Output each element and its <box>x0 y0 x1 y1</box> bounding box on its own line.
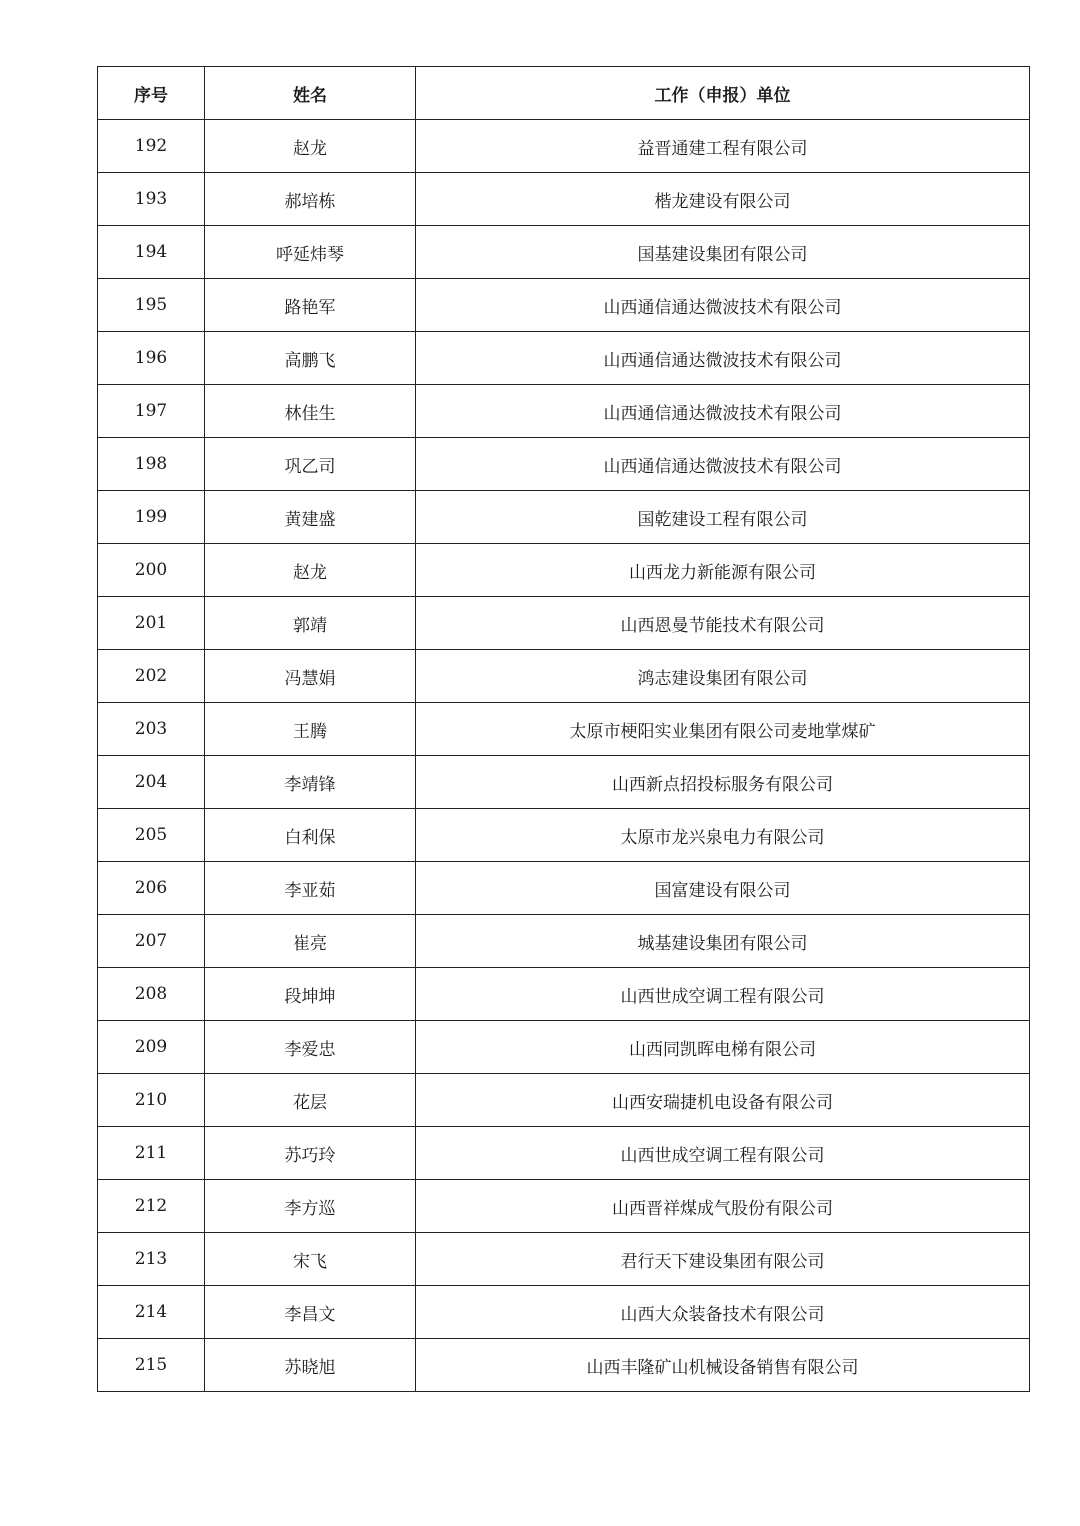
cell-name: 苏晓旭 <box>205 1339 416 1392</box>
cell-index: 197 <box>98 385 205 438</box>
cell-name: 郭靖 <box>205 597 416 650</box>
cell-unit: 太原市龙兴泉电力有限公司 <box>416 809 1030 862</box>
cell-name: 白利保 <box>205 809 416 862</box>
cell-unit: 益晋通建工程有限公司 <box>416 120 1030 173</box>
cell-name: 高鹏飞 <box>205 332 416 385</box>
cell-index: 204 <box>98 756 205 809</box>
cell-name: 呼延炜琴 <box>205 226 416 279</box>
cell-name: 黄建盛 <box>205 491 416 544</box>
cell-unit: 山西世成空调工程有限公司 <box>416 1127 1030 1180</box>
table-row <box>98 650 1030 703</box>
cell-index: 193 <box>98 173 205 226</box>
cell-unit: 太原市梗阳实业集团有限公司麦地掌煤矿 <box>416 703 1030 756</box>
cell-unit: 山西通信通达微波技术有限公司 <box>416 438 1030 491</box>
table-row <box>98 226 1030 279</box>
table-row <box>98 1286 1030 1339</box>
cell-name: 郝培栋 <box>205 173 416 226</box>
cell-unit: 鸿志建设集团有限公司 <box>416 650 1030 703</box>
cell-index: 212 <box>98 1180 205 1233</box>
table-row <box>98 597 1030 650</box>
cell-index: 215 <box>98 1339 205 1392</box>
cell-unit: 山西丰隆矿山机械设备销售有限公司 <box>416 1339 1030 1392</box>
table-row <box>98 385 1030 438</box>
table-row <box>98 279 1030 332</box>
cell-name: 李靖锋 <box>205 756 416 809</box>
cell-unit: 山西晋祥煤成气股份有限公司 <box>416 1180 1030 1233</box>
table-row <box>98 332 1030 385</box>
cell-index: 196 <box>98 332 205 385</box>
table-row <box>98 544 1030 597</box>
cell-name: 路艳军 <box>205 279 416 332</box>
cell-name: 崔亮 <box>205 915 416 968</box>
cell-name: 赵龙 <box>205 544 416 597</box>
cell-index: 192 <box>98 120 205 173</box>
table-row <box>98 1180 1030 1233</box>
cell-name: 冯慧娟 <box>205 650 416 703</box>
cell-unit: 山西通信通达微波技术有限公司 <box>416 332 1030 385</box>
cell-index: 202 <box>98 650 205 703</box>
cell-name: 赵龙 <box>205 120 416 173</box>
cell-index: 210 <box>98 1074 205 1127</box>
table-row <box>98 703 1030 756</box>
table-body <box>98 120 1030 1392</box>
cell-name: 李亚茹 <box>205 862 416 915</box>
cell-index: 206 <box>98 862 205 915</box>
cell-unit: 山西龙力新能源有限公司 <box>416 544 1030 597</box>
table-row <box>98 862 1030 915</box>
table-row <box>98 491 1030 544</box>
cell-index: 200 <box>98 544 205 597</box>
cell-unit: 山西安瑞捷机电设备有限公司 <box>416 1074 1030 1127</box>
cell-unit: 山西同凯晖电梯有限公司 <box>416 1021 1030 1074</box>
cell-index: 209 <box>98 1021 205 1074</box>
cell-name: 段坤坤 <box>205 968 416 1021</box>
cell-index: 198 <box>98 438 205 491</box>
cell-name: 李爱忠 <box>205 1021 416 1074</box>
cell-index: 208 <box>98 968 205 1021</box>
cell-index: 201 <box>98 597 205 650</box>
cell-unit: 君行天下建设集团有限公司 <box>416 1233 1030 1286</box>
cell-unit: 山西大众装备技术有限公司 <box>416 1286 1030 1339</box>
cell-unit: 楷龙建设有限公司 <box>416 173 1030 226</box>
cell-unit: 山西恩曼节能技术有限公司 <box>416 597 1030 650</box>
table-row <box>98 809 1030 862</box>
cell-name: 花层 <box>205 1074 416 1127</box>
cell-index: 203 <box>98 703 205 756</box>
header-row <box>98 67 1030 120</box>
table-row <box>98 1339 1030 1392</box>
table-row <box>98 968 1030 1021</box>
cell-index: 211 <box>98 1127 205 1180</box>
cell-unit: 国富建设有限公司 <box>416 862 1030 915</box>
cell-unit: 国基建设集团有限公司 <box>416 226 1030 279</box>
cell-name: 林佳生 <box>205 385 416 438</box>
roster-table <box>97 66 1030 1392</box>
cell-name: 巩乙司 <box>205 438 416 491</box>
cell-index: 195 <box>98 279 205 332</box>
cell-index: 194 <box>98 226 205 279</box>
table-row <box>98 120 1030 173</box>
table-row <box>98 1021 1030 1074</box>
header-index: 序号 <box>98 67 205 120</box>
cell-unit: 山西通信通达微波技术有限公司 <box>416 385 1030 438</box>
table-row <box>98 1127 1030 1180</box>
cell-unit: 城基建设集团有限公司 <box>416 915 1030 968</box>
cell-index: 205 <box>98 809 205 862</box>
cell-index: 213 <box>98 1233 205 1286</box>
cell-unit: 山西新点招投标服务有限公司 <box>416 756 1030 809</box>
cell-index: 199 <box>98 491 205 544</box>
cell-name: 苏巧玲 <box>205 1127 416 1180</box>
table-row <box>98 756 1030 809</box>
table-row <box>98 1074 1030 1127</box>
cell-index: 214 <box>98 1286 205 1339</box>
header-unit: 工作（申报）单位 <box>416 67 1030 120</box>
cell-index: 207 <box>98 915 205 968</box>
cell-unit: 山西世成空调工程有限公司 <box>416 968 1030 1021</box>
cell-unit: 山西通信通达微波技术有限公司 <box>416 279 1030 332</box>
cell-unit: 国乾建设工程有限公司 <box>416 491 1030 544</box>
table-row <box>98 438 1030 491</box>
table-row <box>98 173 1030 226</box>
cell-name: 王腾 <box>205 703 416 756</box>
header-name: 姓名 <box>205 67 416 120</box>
cell-name: 宋飞 <box>205 1233 416 1286</box>
table-row <box>98 915 1030 968</box>
cell-name: 李方巡 <box>205 1180 416 1233</box>
table-row <box>98 1233 1030 1286</box>
cell-name: 李昌文 <box>205 1286 416 1339</box>
